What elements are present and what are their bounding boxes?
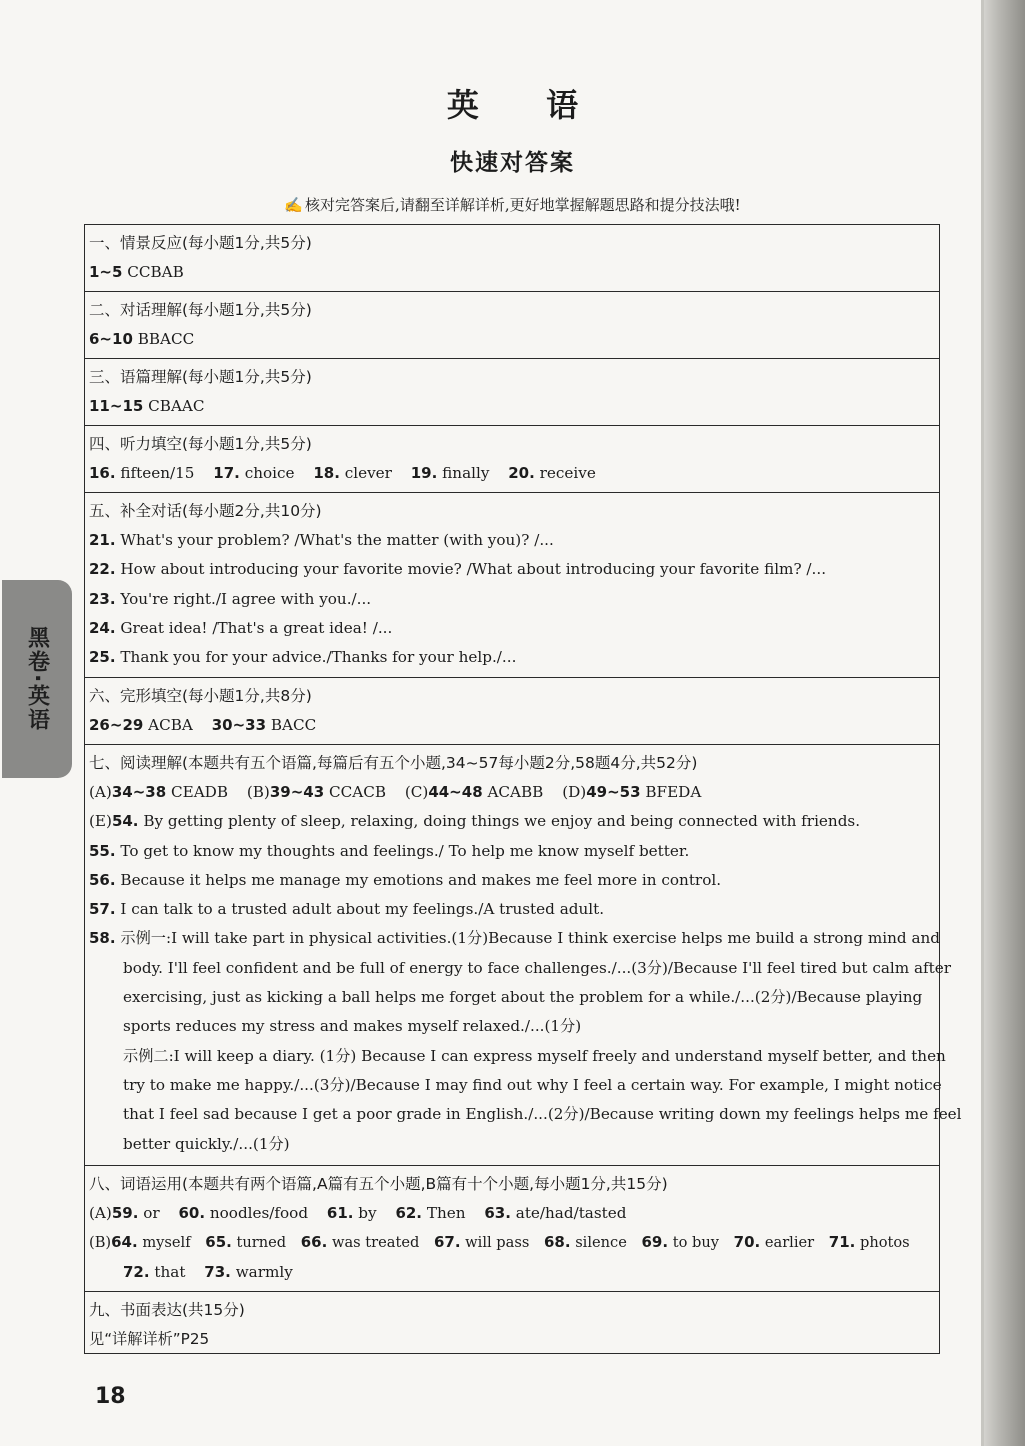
answer-table (84, 224, 962, 1354)
answer-text: to buy (672, 1234, 719, 1252)
question-number: 19. (410, 464, 438, 482)
question-number: 62. (395, 1204, 423, 1222)
answer-continuation: body. I'll feel confident and be full of energy to face challenges./...(3分)/Because I'll feel tired but calm after (123, 958, 952, 977)
answer-text: clever (344, 464, 392, 482)
answer-text: Thank you for your advice./Thanks for your help./... (120, 648, 517, 667)
question-number: 24. (89, 618, 116, 637)
passage-label: (A) (89, 783, 112, 801)
section-6 (85, 678, 939, 745)
section-2 (85, 292, 939, 359)
question-number: 59. (111, 1204, 139, 1222)
section-title: 五、补全对话(每小题2分,共10分) (89, 502, 322, 520)
passage-label: (A) (89, 1204, 112, 1222)
answer-text: silence (575, 1234, 627, 1252)
answer-text: will pass (465, 1234, 530, 1252)
section-1 (85, 225, 939, 292)
question-number: 20. (508, 464, 535, 482)
answer-text: How about introducing your favorite movie? /What about introducing your favorite film? /... (120, 560, 827, 579)
question-number: 18. (313, 464, 340, 482)
answer-text: CEADB (170, 783, 228, 801)
answer-continuation: 示例二:I will keep a diary. (1分) Because I can express myself freely and understand myself better, and then (123, 1046, 946, 1065)
question-number: 30~33 (211, 716, 267, 734)
passage-label: (B) (246, 783, 270, 801)
tip-line (0, 194, 1025, 215)
question-number: 55. (89, 841, 116, 860)
answer-text: ACABB (487, 783, 544, 801)
pencil-hand-icon: ✍ (284, 196, 304, 214)
question-number: 11~15 (89, 397, 144, 415)
answer-row (89, 837, 939, 866)
question-number: 58. (89, 929, 116, 948)
passage-label: (D) (562, 783, 587, 801)
answer-text: by (358, 1204, 377, 1222)
answer-continuation: exercising, just as kicking a ball helps me forget about the problem for a while./...(2分)/Because playing (123, 988, 923, 1007)
question-number: 70. (733, 1233, 761, 1252)
question-number: 67. (433, 1233, 461, 1252)
page-title: 英 语 (446, 86, 607, 124)
answer-continuation: that I feel sad because I get a poor grade in English./...(2分)/Because writing down my feelings helps me feel (123, 1105, 962, 1124)
question-number: 21. (89, 531, 116, 549)
answer-text: 示例一:I will take part in physical activities.(1分)Because I think exercise helps me build a strong mind and (120, 929, 941, 948)
question-number: 69. (641, 1233, 669, 1252)
answer-row (89, 258, 939, 287)
answer-row (89, 555, 939, 584)
answer-row (89, 585, 939, 614)
answer-text: choice (244, 464, 295, 482)
answer-row (89, 526, 939, 555)
answer-text: myself (142, 1234, 191, 1252)
answer-continuation: better quickly./...(1分) (123, 1134, 290, 1153)
section-5 (85, 493, 939, 678)
section-title: 一、情景反应(每小题1分,共5分) (89, 234, 312, 252)
question-number: 25. (89, 648, 116, 667)
question-number: 72. (123, 1262, 150, 1281)
passage-label: (E) (89, 812, 112, 831)
answer-text: BACC (270, 716, 317, 734)
answer-text: ate/had/tasted (515, 1204, 627, 1222)
answer-text: To get to know my thoughts and feelings./ To help me know myself better. (120, 841, 690, 860)
question-number: 57. (89, 900, 116, 919)
question-number: 44~48 (428, 783, 483, 801)
answer-text: finally (442, 464, 490, 482)
answer-row (89, 325, 939, 354)
answer-text: BFEDA (645, 783, 702, 801)
answer-row (89, 392, 939, 421)
section-7 (85, 745, 962, 1166)
answer-text: photos (859, 1234, 910, 1252)
answer-text: ACBA (148, 716, 193, 734)
section-title: 八、词语运用(本题共有两个语篇,A篇有五个小题,B篇有十个小题,每小题1分,共15分) (89, 1175, 668, 1193)
question-number: 65. (205, 1233, 232, 1252)
answer-continuation: sports reduces my stress and makes myself relaxed./...(1分) (123, 1017, 582, 1036)
question-number: 26~29 (89, 716, 144, 734)
question-number: 64. (111, 1233, 138, 1252)
question-number: 61. (326, 1204, 354, 1222)
question-number: 49~53 (586, 783, 641, 801)
question-number: 71. (828, 1233, 856, 1252)
answer-row (89, 1199, 939, 1228)
question-number: 16. (89, 464, 116, 482)
answer-text: BBACC (137, 330, 195, 348)
answer-text: What's your problem? /What's the matter (with you)? /... (120, 531, 554, 549)
section-title: 二、对话理解(每小题1分,共5分) (89, 301, 312, 319)
answer-row (89, 643, 939, 672)
question-number: 56. (89, 870, 116, 889)
question-number: 34~38 (111, 783, 167, 801)
passage-label: (B) (89, 1234, 112, 1252)
answer-text: You're right./I agree with you./... (120, 589, 372, 608)
question-number: 68. (543, 1233, 571, 1252)
answer-text: receive (539, 464, 596, 482)
answer-row (89, 614, 939, 643)
section-title: 六、完形填空(每小题1分,共8分) (89, 687, 312, 705)
answer-row: 见“详解详析”P25 (89, 1330, 210, 1348)
answer-row (89, 895, 939, 924)
question-number: 66. (300, 1233, 328, 1252)
answer-text: CCBAB (127, 263, 184, 281)
answer-row (89, 711, 939, 740)
question-number: 63. (484, 1204, 511, 1222)
section-9 (85, 1292, 939, 1358)
answer-text: or (143, 1204, 160, 1222)
question-number: 23. (89, 589, 116, 608)
question-number: 39~43 (269, 783, 325, 801)
answer-text: turned (236, 1234, 287, 1252)
question-number: 22. (89, 560, 116, 579)
answer-row (89, 866, 939, 895)
answer-text: Because it helps me manage my emotions and makes me feel more in control. (120, 870, 722, 889)
answer-text: CCACB (329, 783, 386, 801)
section-3 (85, 359, 939, 426)
answer-row (89, 778, 939, 807)
answer-text: CBAAC (148, 397, 205, 415)
answer-text: fifteen/15 (120, 464, 195, 482)
page-subtitle: 快速对答案 (450, 150, 575, 176)
answer-text: noodles/food (209, 1204, 309, 1222)
page-edge (981, 0, 1025, 1446)
answer-row (89, 459, 939, 488)
side-tab (2, 580, 72, 778)
question-number: 60. (178, 1204, 206, 1222)
answer-text: earlier (764, 1234, 815, 1252)
passage-label: (C) (404, 783, 429, 801)
answer-text: warmly (235, 1262, 293, 1281)
page-number: 18 (95, 1384, 126, 1409)
answer-text: Then (426, 1204, 466, 1222)
section-title: 三、语篇理解(每小题1分,共5分) (89, 368, 312, 386)
side-tab-label: 黑卷·英语 (24, 625, 50, 733)
answer-text: that (154, 1262, 186, 1281)
answer-row (89, 807, 939, 836)
tip-text: 核对完答案后,请翻至详解详析,更好地掌握解题思路和提分技法哦! (305, 196, 741, 214)
answer-text: was treated (331, 1234, 420, 1252)
answer-text: By getting plenty of sleep, relaxing, doing things we enjoy and being connected with friends. (143, 812, 861, 831)
question-number: 1~5 (89, 263, 123, 281)
section-title: 九、书面表达(共15分) (89, 1301, 245, 1319)
section-8 (85, 1166, 939, 1292)
section-title: 七、阅读理解(本题共有五个语篇,每篇后有五个小题,34~57每小题2分,58题4分,共52分) (89, 754, 698, 772)
question-number: 54. (111, 812, 139, 831)
answer-row (89, 1258, 939, 1287)
section-4 (85, 426, 939, 493)
answer-text: I can talk to a trusted adult about my feelings./A trusted adult. (120, 900, 605, 919)
answer-row (89, 924, 939, 953)
question-number: 73. (204, 1262, 231, 1281)
question-number: 6~10 (89, 330, 133, 348)
section-title: 四、听力填空(每小题1分,共5分) (89, 435, 312, 453)
answer-continuation: try to make me happy./...(3分)/Because I may find out why I feel a certain way. For example, I might notice (123, 1075, 942, 1094)
question-number: 17. (213, 464, 240, 482)
answer-row (89, 1228, 939, 1257)
answer-text: Great idea! /That's a great idea! /... (120, 618, 393, 637)
